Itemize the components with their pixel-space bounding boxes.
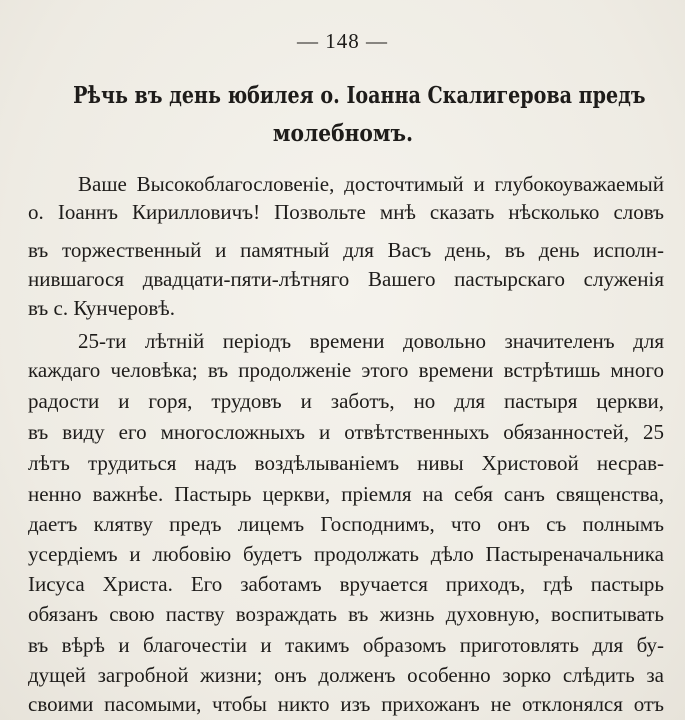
page-number: — 148 — — [297, 29, 388, 53]
body-line: о. Іоаннъ Кирилловичъ! Позвольте мнѣ сказать нѣсколько словъ — [28, 200, 664, 224]
speech-title-line-1: Рѣчь въ день юбилея о. Іоанна Скалигерова предъ — [73, 82, 646, 109]
body-line: радости и горя, трудовъ и заботъ, но для пастыря церкви, — [28, 389, 664, 413]
body-line: обязанъ свою паству возраждать въ жизнь духовную, воспитывать — [28, 602, 664, 626]
body-line: лѣтъ трудиться надъ воздѣлываніемъ нивы Христовой несрав- — [28, 451, 664, 475]
body-line: ненно важнѣе. Пастырь церкви, пріемля на себя санъ священства, — [28, 482, 664, 506]
body-line: дущей загробной жизни; онъ долженъ особенно зорко слѣдить за — [28, 663, 664, 687]
speech-title-line-2: молебномъ. — [272, 120, 414, 147]
body-line: Ваше Высокоблагословеніе, досточтимый и глубокоуважаемый — [78, 172, 664, 196]
body-line: нившагося двадцати-пяти-лѣтняго Вашего пастырскаго служенія — [28, 267, 664, 291]
body-line: въ торжественный и памятный для Васъ день, въ день исполн- — [28, 238, 664, 262]
body-line: въ с. Кунчеровѣ. — [28, 296, 175, 320]
body-line: своими пасомыми, чтобы никто изъ прихожанъ не отклонялся отъ — [28, 692, 664, 716]
body-line: Іисуса Христа. Его заботамъ вручается приходъ, гдѣ пастырь — [28, 572, 664, 596]
body-line: даетъ клятву предъ лицемъ Господнимъ, что онъ съ полнымъ — [28, 512, 664, 536]
body-line: въ вѣрѣ и благочестіи и такимъ образомъ приготовлять для бу- — [28, 633, 664, 657]
body-line: усердіемъ и любовію будетъ продолжать дѣло Пастыреначальника — [28, 542, 664, 566]
body-line: 25-ти лѣтній періодъ времени довольно значителенъ для — [78, 329, 664, 353]
body-line: каждаго человѣка; въ продолженіе этого времени встрѣтишь много — [28, 358, 664, 382]
body-line: въ виду его многосложныхъ и отвѣтственныхъ обязанностей, 25 — [28, 420, 664, 444]
